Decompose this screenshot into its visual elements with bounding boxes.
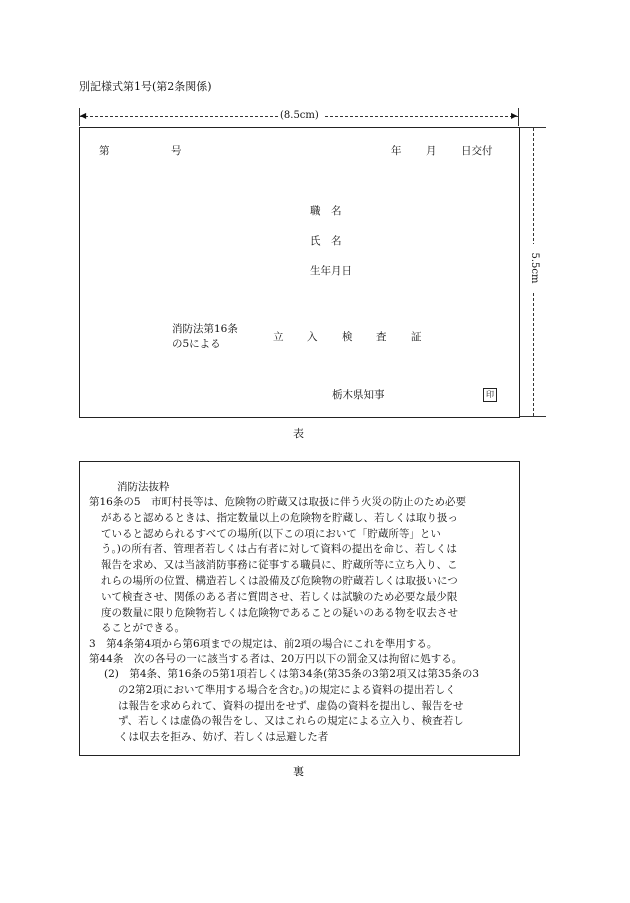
cert-title-char: 立 — [273, 331, 284, 343]
paragraph-3: 3 第4条第4項から第6項までの規定は、前2項の場合にこれを準用する。 — [89, 638, 438, 650]
issuer: 栃木県知事 — [332, 389, 385, 401]
law-heading: 消防法抜粋 — [117, 481, 170, 493]
width-dim-right-tick — [518, 108, 519, 126]
width-dimension: (8.5cm) — [280, 110, 319, 121]
cert-title-char: 証 — [411, 331, 422, 343]
date-issued: 日交付 — [461, 145, 493, 157]
item-2-line: くは収去を拒み、妨げ、若しくは忌避した者 — [118, 731, 329, 744]
article16-line: 第16条の5 市町村長等は、危険物の貯蔵又は取扱に伴う火災の防止のため必要 — [89, 496, 467, 508]
article16-line: れらの場所の位置、構造若しくは設備及び危険物の貯蔵若しくは取扱いにつ — [101, 574, 458, 587]
item-2-line: の2第2項において準用する場合を含む。)の規定による資料の提出若しく — [118, 683, 456, 696]
form-label: 別記様式第1号(第2条関係) — [79, 80, 212, 93]
article16-line: があると認めるときは、指定数量以上の危険物を貯蔵し、若しくは取り扱っ — [101, 511, 458, 524]
back-side-label: 裏 — [293, 765, 304, 778]
height-dim-bottom-tick — [520, 416, 546, 417]
law-ref-line2: の5による — [172, 338, 221, 350]
number-suffix: 号 — [171, 145, 182, 157]
date-year: 年 — [391, 145, 402, 157]
cert-title-char: 検 — [342, 331, 353, 343]
width-dim-line-right — [325, 116, 518, 117]
width-dim-arrow-right: ▶ — [511, 111, 518, 120]
number-prefix: 第 — [99, 145, 110, 157]
seal-mark: 印 — [483, 388, 497, 402]
article16-line: 報告を求め、又は当該消防事務に従事する職員に、貯蔵所等に立ち入り、こ — [101, 559, 458, 572]
article16-line: いて検査させ、関係のある者に質問させ、若しくは試験のため必要な最少限 — [101, 590, 458, 603]
post-label: 職 名 — [310, 205, 342, 217]
article16-text — [89, 495, 466, 637]
front-side-label: 表 — [293, 427, 304, 440]
width-dim-arrow-left: ◀ — [80, 111, 87, 120]
cert-title-char: 入 — [307, 331, 318, 343]
article16-line: う。)の所有者、管理者若しくは占有者に対して資料の提出を命じ、若しくは — [101, 543, 457, 556]
dob-label: 生年月日 — [310, 265, 352, 277]
item-2-line: ず、若しくは虚偽の報告をし、又はこれらの規定による立入り、検査若し — [118, 715, 464, 728]
law-ref-line1: 消防法第16条 — [172, 323, 238, 335]
date-month: 月 — [426, 145, 437, 157]
item-2-line: は報告を求められて、資料の提出をせず、虚偽の資料を提出し、報告をせ — [118, 699, 464, 712]
article16-line: 度の数量に限り危険物若しくは危険物であることの疑いのある物を収去させ — [101, 606, 458, 619]
cert-title-char: 査 — [376, 331, 387, 343]
name-label: 氏 名 — [310, 235, 342, 247]
item-2-text — [104, 667, 479, 746]
item-2-line: (2) 第4条、第16条の5第1項若しくは第34条(第35条の3第2項又は第35条の3 — [104, 668, 479, 680]
article16-line: ることができる。 — [101, 622, 185, 635]
article16-line: ていると認められるすべての場所(以下この項において「貯蔵所等」とい — [101, 527, 441, 540]
height-dimension: 5.5cm — [528, 244, 540, 292]
front-card — [79, 127, 520, 418]
width-dim-line-left — [80, 116, 278, 117]
article44: 第44条 次の各号の一に該当する者は、20万円以下の罰金又は拘留に処する。 — [89, 653, 463, 665]
